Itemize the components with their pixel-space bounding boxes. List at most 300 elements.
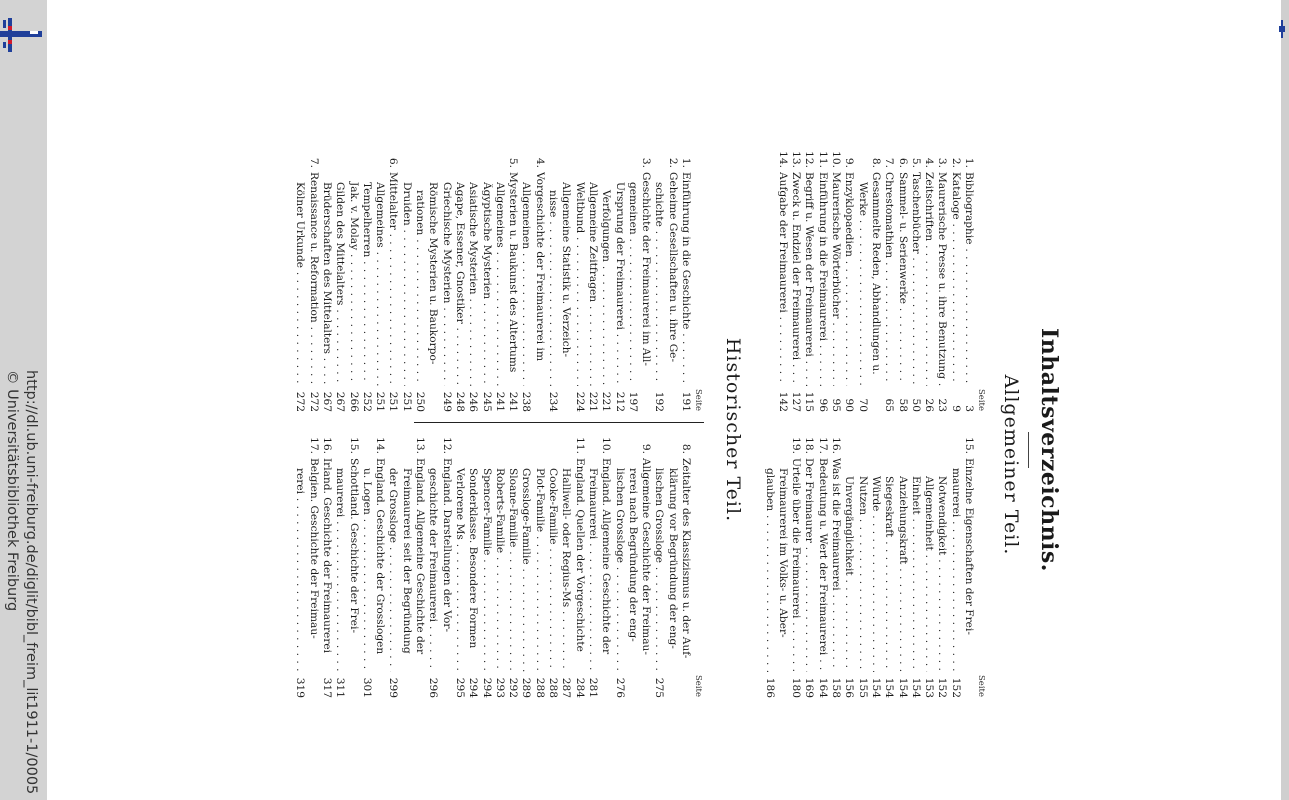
toc-entry-text: Brüderschaften des Mittelalters . . . bbox=[320, 172, 333, 386]
toc-entry-text: Allgemeine Statistik u. Verzeich- bbox=[560, 182, 573, 358]
seite-label: Seite bbox=[976, 388, 986, 411]
toc-entry-page: 164 bbox=[816, 677, 829, 698]
toc-entry-text: gemeinen . . . bbox=[626, 172, 639, 386]
seite-label: Seite bbox=[976, 674, 986, 697]
toc-entry-number: 9. bbox=[843, 157, 856, 168]
toc-entry bbox=[679, 436, 692, 698]
toc-entry bbox=[639, 150, 652, 412]
toc-entry bbox=[612, 150, 625, 412]
toc-entry-text: Bibliographie . . . bbox=[962, 172, 975, 386]
toc-entry bbox=[652, 436, 665, 698]
toc-entry-text: rerei . . . bbox=[293, 458, 306, 672]
toc-entry-text: Begriff u. Wesen der Freimaurerei . . . bbox=[802, 172, 815, 386]
toc-entry-page: 249 bbox=[440, 391, 453, 412]
toc-entry-page: 293 bbox=[493, 677, 506, 698]
toc-entry-page: 70 bbox=[856, 398, 869, 412]
toc-entry-text: Freimaurerei im Volks- u. Aber- bbox=[776, 468, 789, 638]
toc-entry-page: 169 bbox=[803, 677, 816, 698]
toc-entry-text: Ursprung der Freimaurerei . . . bbox=[612, 172, 625, 386]
toc-entry-page: 154 bbox=[869, 677, 882, 698]
toc-entry bbox=[895, 150, 908, 412]
toc-entry-page: 212 bbox=[613, 391, 626, 412]
toc-entry-page: 289 bbox=[520, 677, 533, 698]
toc-entry bbox=[802, 150, 815, 412]
toc-entry bbox=[546, 150, 559, 412]
toc-entry bbox=[479, 436, 492, 698]
toc-entry-number: 8. bbox=[680, 443, 692, 454]
toc-entry-number: 1. bbox=[680, 157, 692, 168]
toc-entry-text: Der Freimaurer . . . bbox=[802, 458, 815, 672]
toc-entry-text: Grossloge-Familie . . . bbox=[519, 458, 532, 672]
toc-entry bbox=[426, 436, 439, 698]
logo-fragment-icon bbox=[1279, 20, 1285, 38]
toc-entry bbox=[639, 436, 652, 698]
toc-entry-page: 294 bbox=[480, 677, 493, 698]
toc-entry bbox=[855, 436, 868, 698]
toc-entry bbox=[776, 150, 789, 412]
toc-entry-page: 154 bbox=[909, 677, 922, 698]
toc-entry bbox=[572, 150, 585, 412]
toc-entry-text: Kataloge . . . bbox=[948, 172, 961, 386]
toc-entry bbox=[439, 436, 452, 698]
toc-entry bbox=[802, 436, 815, 698]
toc-entry-text: Zeitalter des Klassizismus u. der Auf- bbox=[680, 458, 692, 659]
toc-entry-page: 245 bbox=[480, 391, 493, 412]
toc-entry-number: 16. bbox=[320, 437, 333, 454]
seite-label: Seite bbox=[693, 674, 703, 697]
toc-entry-text: Verlorene Ms . . . bbox=[453, 458, 466, 672]
toc-entry-text: Einheit . . . bbox=[909, 458, 922, 672]
toc-entry-page: 266 bbox=[347, 391, 360, 412]
toc-entry bbox=[493, 150, 506, 412]
toc-entry bbox=[293, 150, 306, 412]
toc-entry-number: 2. bbox=[666, 157, 679, 168]
toc-entry-page: 275 bbox=[653, 677, 666, 698]
toc-entry bbox=[909, 150, 922, 412]
toc-entry-number: 3. bbox=[640, 157, 653, 168]
toc-entry-page: 65 bbox=[883, 398, 896, 412]
toc-entry-text: lischen Grossloge . . . bbox=[652, 458, 665, 672]
section-title-general: Allgemeiner Teil. bbox=[1000, 374, 1022, 556]
toc-entry-number: 6. bbox=[896, 157, 909, 168]
toc-entry bbox=[762, 436, 775, 698]
toc-entry-page: 251 bbox=[374, 391, 387, 412]
toc-entry bbox=[559, 436, 572, 698]
toc-entry-text: glauben . . . bbox=[762, 458, 775, 672]
toc-entry-text: Schottland. Geschichte der Frei- bbox=[347, 458, 360, 634]
toc-entry bbox=[346, 436, 359, 698]
toc-entry bbox=[612, 436, 625, 698]
toc-entry-page: 95 bbox=[830, 398, 843, 412]
toc-entry-page: 246 bbox=[467, 391, 480, 412]
toc-entry bbox=[842, 150, 855, 412]
toc-entry-page: 288 bbox=[547, 677, 560, 698]
toc-entry-page: 180 bbox=[790, 677, 803, 698]
toc-entry-text: Maurerische Wörterbücher . . . bbox=[829, 172, 842, 386]
toc-entry-page: 250 bbox=[414, 391, 427, 412]
toc-entry-text: u. Logen . . . bbox=[360, 458, 373, 672]
toc-entry-page: 284 bbox=[573, 677, 586, 698]
toc-entry-page: 301 bbox=[360, 677, 373, 698]
toc-entry bbox=[559, 150, 572, 412]
toc-entry-text: Allgemeinen . . . bbox=[519, 172, 532, 386]
toc-entry bbox=[413, 150, 426, 412]
toc-entry-page: 248 bbox=[453, 391, 466, 412]
toc-entry bbox=[346, 150, 359, 412]
toc-entry-text: Enzyklopaedien . . . bbox=[842, 172, 855, 386]
toc-entry-text: Ägyptische Mysterien . . . bbox=[479, 172, 492, 386]
toc-entry-text: England. Allgemeine Geschichte der bbox=[600, 458, 613, 655]
toc-entry bbox=[413, 436, 426, 698]
toc-entry bbox=[935, 150, 948, 412]
toc-entry bbox=[962, 436, 975, 698]
toc-entry-text: England. Quellen der Vorgeschichte bbox=[573, 458, 586, 652]
toc-entry-text: der Grossloge . . . bbox=[386, 458, 399, 672]
toc-entry-text: Chrestomathien . . . bbox=[882, 172, 895, 386]
toc-entry bbox=[815, 150, 828, 412]
toc-entry-text: Allgemeine Zeitfragen . . . bbox=[586, 172, 599, 386]
toc-entry-text: maurerei . . . bbox=[333, 458, 346, 672]
toc-entry-number: 2. bbox=[949, 157, 962, 168]
toc-entry bbox=[333, 150, 346, 412]
toc-entry-text: Geheime Gesellschaften u. ihre Ge- bbox=[666, 172, 679, 363]
toc-entry-text: Gesammelte Reden, Abhandlungen u. bbox=[869, 172, 882, 375]
toc-entry-page: 192 bbox=[653, 391, 666, 412]
toc-entry-page: 58 bbox=[896, 398, 909, 412]
toc-entry bbox=[829, 436, 842, 698]
toc-entry-page: 3 bbox=[963, 405, 975, 412]
toc-entry-number: 13. bbox=[790, 151, 803, 168]
toc-entry-text: Freimaurerei seit der Begründung bbox=[400, 468, 413, 654]
toc-entry bbox=[493, 436, 506, 698]
column-divider bbox=[414, 422, 704, 423]
toc-entry-page: 90 bbox=[843, 398, 856, 412]
toc-entry bbox=[466, 436, 479, 698]
toc-entry-page: 186 bbox=[763, 677, 776, 698]
toc-entry-page: 142 bbox=[776, 391, 789, 412]
toc-entry-page: 234 bbox=[547, 391, 560, 412]
toc-entry-text: England. Geschichte der Grosslogen bbox=[374, 458, 387, 655]
toc-entry bbox=[626, 436, 639, 698]
toc-entry-number: 4. bbox=[923, 157, 936, 168]
toc-entry bbox=[519, 150, 532, 412]
toc-entry bbox=[935, 436, 948, 698]
toc-entry-number: 16. bbox=[830, 437, 843, 454]
toc-entry-page: 96 bbox=[816, 398, 829, 412]
source-caption-strip bbox=[0, 0, 47, 800]
toc-entry-text: Verfolgungen . . . bbox=[599, 172, 612, 386]
toc-entry-text: rerei nach Begründung der eng- bbox=[626, 468, 639, 642]
toc-entry-text: Anziehungskraft . . . bbox=[895, 458, 908, 672]
toc-entry-text: Nutzen . . . bbox=[855, 458, 868, 672]
toc-entry-page: 50 bbox=[909, 398, 922, 412]
toc-entry-number: 6. bbox=[387, 157, 400, 168]
toc-entry-page: 299 bbox=[387, 677, 400, 698]
toc-entry-text: Einzelne Eigenschaften der Frei- bbox=[963, 458, 975, 635]
toc-entry bbox=[399, 150, 412, 412]
toc-entry-page: 158 bbox=[830, 677, 843, 698]
toc-entry-page: 292 bbox=[507, 677, 520, 698]
toc-entry bbox=[599, 436, 612, 698]
toc-entry-page: 296 bbox=[427, 677, 440, 698]
toc-entry bbox=[665, 150, 678, 412]
toc-entry bbox=[453, 436, 466, 698]
toc-entry-number: 7. bbox=[307, 157, 320, 168]
toc-entry-text: Geschichte der Freimaurerei im All- bbox=[640, 172, 653, 366]
toc-entry bbox=[679, 150, 692, 412]
toc-entry bbox=[333, 436, 346, 698]
toc-entry bbox=[546, 436, 559, 698]
toc-entry-page: 241 bbox=[493, 391, 506, 412]
toc-entry-number: 17. bbox=[816, 437, 829, 454]
toc-entry bbox=[922, 436, 935, 698]
toc-entry bbox=[665, 436, 678, 698]
toc-entry-page: 127 bbox=[790, 391, 803, 412]
toc-entry-page: 152 bbox=[949, 677, 962, 698]
toc-entry bbox=[776, 436, 789, 698]
toc-entry-number: 10. bbox=[600, 437, 613, 454]
toc-entry-text: Werke . . . bbox=[855, 172, 868, 386]
toc-entry-number: 11. bbox=[573, 437, 586, 454]
toc-entry-page: 251 bbox=[387, 391, 400, 412]
toc-column-general-left bbox=[776, 150, 987, 412]
toc-entry bbox=[479, 150, 492, 412]
toc-entry-number: 17. bbox=[307, 437, 320, 454]
toc-entry-number: 7. bbox=[883, 157, 896, 168]
toc-entry bbox=[360, 436, 373, 698]
toc-entry-text: Irland. Geschichte der Freimaurerei bbox=[320, 458, 333, 654]
toc-entry-text: rationen . . . bbox=[413, 172, 426, 386]
toc-entry bbox=[466, 150, 479, 412]
toc-entry bbox=[869, 150, 882, 412]
toc-entry bbox=[869, 436, 882, 698]
title-rule bbox=[1028, 432, 1029, 468]
toc-entry-text: Allgemeines . . . bbox=[373, 172, 386, 386]
toc-entry bbox=[532, 436, 545, 698]
toc-entry-text: nisse . . . bbox=[546, 172, 559, 386]
toc-entry-page: 319 bbox=[294, 677, 307, 698]
toc-entry-number: 19. bbox=[790, 437, 803, 454]
toc-entry-page: 288 bbox=[533, 677, 546, 698]
toc-entry-text: Maurerische Presse u. ihre Benutzung . . . bbox=[935, 172, 948, 386]
section-title-history: Historischer Teil. bbox=[722, 337, 744, 523]
toc-entry bbox=[386, 436, 399, 698]
toc-entry-text: Roberts-Familie . . . bbox=[493, 458, 506, 672]
toc-entry-number: 11. bbox=[816, 151, 829, 168]
toc-entry-text: Allgemeines . . . bbox=[493, 172, 506, 386]
toc-entry-text: Vorgeschichte der Freimaurerei im bbox=[533, 172, 546, 361]
toc-entry-number: 14. bbox=[374, 437, 387, 454]
toc-entry bbox=[373, 436, 386, 698]
toc-entry bbox=[909, 436, 922, 698]
toc-entry-number: 9. bbox=[640, 443, 653, 454]
toc-entry-page: 154 bbox=[883, 677, 896, 698]
toc-entry bbox=[386, 150, 399, 412]
toc-entry-page: 241 bbox=[507, 391, 520, 412]
toc-entry bbox=[842, 436, 855, 698]
toc-entry-text: Taschenbücher . . . bbox=[909, 172, 922, 386]
toc-entry-page: 281 bbox=[586, 677, 599, 698]
toc-entry-text: Sonderklasse. Besondere Formen bbox=[467, 468, 480, 649]
toc-entry bbox=[922, 150, 935, 412]
toc-entry bbox=[652, 150, 665, 412]
toc-entry-number: 4. bbox=[533, 157, 546, 168]
toc-entry-text: Kölner Urkunde . . . bbox=[293, 172, 306, 386]
toc-entry-text: Jak. v. Molay . . . bbox=[346, 172, 359, 386]
toc-entry bbox=[373, 150, 386, 412]
toc-entry-page: 287 bbox=[560, 677, 573, 698]
toc-entry-number: 13. bbox=[414, 437, 427, 454]
toc-column-history-left bbox=[293, 150, 704, 412]
source-url[interactable]: http://dl.ub.uni-freiburg.de/diglit/bibl_freim_lit1911-1/0005 bbox=[23, 370, 39, 795]
toc-entry-text: Tempelherren . . . bbox=[360, 172, 373, 386]
toc-entry-number: 15. bbox=[963, 437, 975, 454]
toc-entry-text: England. Allgemeine Geschichte der bbox=[414, 458, 427, 655]
toc-entry bbox=[453, 150, 466, 412]
toc-entry-text: Sloane-Familie . . . bbox=[506, 458, 519, 672]
toc-entry-number: 15. bbox=[347, 437, 360, 454]
toc-entry bbox=[789, 436, 802, 698]
toc-entry bbox=[895, 436, 908, 698]
toc-entry-page: 272 bbox=[294, 391, 307, 412]
toc-entry-number: 12. bbox=[803, 151, 816, 168]
toc-entry-page: 295 bbox=[453, 677, 466, 698]
toc-entry-text: Allgemeine Geschichte der Freimau- bbox=[640, 458, 653, 655]
toc-entry bbox=[572, 436, 585, 698]
toc-entry-page: 154 bbox=[896, 677, 909, 698]
toc-entry-text: Würde . . . bbox=[869, 458, 882, 672]
toc-entry bbox=[882, 436, 895, 698]
toc-entry-page: 197 bbox=[626, 391, 639, 412]
toc-entry bbox=[586, 436, 599, 698]
toc-entry-page: 115 bbox=[803, 391, 816, 412]
toc-entry-text: Mysterien u. Baukunst des Altertums bbox=[507, 172, 520, 373]
toc-entry bbox=[586, 150, 599, 412]
toc-entry-text: Was ist die Freimaurerei . . . bbox=[829, 458, 842, 672]
toc-entry-page: 311 bbox=[334, 677, 347, 698]
toc-entry bbox=[599, 150, 612, 412]
toc-entry-number: 8. bbox=[869, 157, 882, 168]
toc-entry bbox=[360, 150, 373, 412]
toc-entry-text: Spencer-Familie . . . bbox=[479, 458, 492, 672]
toc-entry-text: Mittelalter . . . bbox=[386, 172, 399, 386]
toc-entry-text: Agape, Essener, Gnostiker . . . bbox=[453, 172, 466, 386]
viewer-right-scrollbar[interactable] bbox=[1281, 0, 1289, 800]
toc-entry bbox=[399, 436, 412, 698]
toc-entry-page: 23 bbox=[936, 398, 949, 412]
toc-entry-text: lischen Grossloge . . . bbox=[612, 458, 625, 672]
toc-entry-page: 153 bbox=[923, 677, 936, 698]
toc-column-history-right bbox=[293, 436, 704, 698]
toc-entry-page: 238 bbox=[520, 391, 533, 412]
toc-entry-text: Bedeutung u. Wert der Freimaurerei . . . bbox=[815, 458, 828, 672]
toc-entry bbox=[948, 150, 961, 412]
toc-entry bbox=[320, 150, 333, 412]
toc-entry-text: Aufgabe der Freimaurerei . . . bbox=[776, 172, 789, 386]
toc-entry-number: 18. bbox=[803, 437, 816, 454]
toc-entry-page: 276 bbox=[613, 677, 626, 698]
page-title: Inhaltsverzeichnis. bbox=[1036, 328, 1062, 572]
toc-entry-text: England. Darstellungen der Vor- bbox=[440, 458, 453, 633]
toc-entry bbox=[948, 436, 961, 698]
toc-entry bbox=[882, 150, 895, 412]
toc-entry-number: 14. bbox=[776, 151, 789, 168]
toc-entry-page: 252 bbox=[360, 391, 373, 412]
toc-entry-page: 267 bbox=[320, 391, 333, 412]
toc-entry-page: 224 bbox=[573, 391, 586, 412]
toc-entry-text: Zeitschriften . . . bbox=[922, 172, 935, 386]
toc-entry-text: Notwendigkeit . . . bbox=[935, 458, 948, 672]
toc-entry-text: Sammel- u. Serienwerke . . . bbox=[895, 172, 908, 386]
toc-entry bbox=[306, 150, 319, 412]
copyright-notice: © Universitätsbibliothek Freiburg bbox=[4, 370, 20, 612]
toc-entry-page: 317 bbox=[320, 677, 333, 698]
toc-entry bbox=[320, 436, 333, 698]
scanned-page bbox=[252, 150, 1062, 698]
toc-entry-text: Druiden . . . bbox=[399, 172, 412, 386]
toc-entry bbox=[829, 150, 842, 412]
toc-entry-text: Asiatische Mysterien . . . bbox=[466, 172, 479, 386]
toc-entry-page: 152 bbox=[936, 677, 949, 698]
toc-entry bbox=[306, 436, 319, 698]
toc-entry-text: klärung vor Begründung der eng- bbox=[666, 468, 679, 649]
toc-entry bbox=[506, 150, 519, 412]
toc-entry-text: Halliwell- oder Regius-Ms . . . bbox=[559, 458, 572, 672]
toc-entry bbox=[506, 436, 519, 698]
toc-entry-text: Cooke-Familie . . . bbox=[546, 458, 559, 672]
toc-entry-text: schichte . . . bbox=[652, 172, 665, 386]
toc-entry-text: geschichte der Freimaurerei . . . bbox=[426, 458, 439, 672]
toc-entry bbox=[815, 436, 828, 698]
toc-entry-text: Urteile über die Freimaurerei . . . bbox=[789, 458, 802, 672]
toc-entry-text: Gilden des Mittelalters . . . bbox=[333, 172, 346, 386]
toc-entry-page: 221 bbox=[586, 391, 599, 412]
toc-entry-number: 12. bbox=[440, 437, 453, 454]
toc-entry-text: Siegeskraft . . . bbox=[882, 458, 895, 672]
toc-entry-page: 267 bbox=[334, 391, 347, 412]
toc-entry-text: maurerei . . . bbox=[948, 458, 961, 672]
toc-entry bbox=[293, 436, 306, 698]
toc-entry-number: 10. bbox=[830, 151, 843, 168]
toc-entry bbox=[426, 150, 439, 412]
toc-entry bbox=[855, 150, 868, 412]
toc-entry-number: 5. bbox=[507, 157, 520, 168]
toc-entry-page: 221 bbox=[600, 391, 613, 412]
toc-entry-page: 155 bbox=[856, 677, 869, 698]
toc-entry-page: 191 bbox=[680, 391, 692, 412]
toc-entry bbox=[532, 150, 545, 412]
toc-entry-text: Allgemeinheit . . . bbox=[922, 458, 935, 672]
toc-entry-text: Plot-Familie . . . bbox=[532, 458, 545, 672]
toc-entry-page: 26 bbox=[923, 398, 936, 412]
toc-entry-text: Einführung in die Geschichte . . . bbox=[679, 172, 692, 386]
toc-entry-text: Einführung in die Freimaurerei . . . bbox=[815, 172, 828, 386]
toc-entry bbox=[789, 150, 802, 412]
toc-entry-page: 251 bbox=[400, 391, 413, 412]
toc-entry-text: Griechische Mysterien . . . bbox=[439, 172, 452, 386]
toc-entry-page: 272 bbox=[307, 391, 320, 412]
toc-entry-number: 1. bbox=[963, 157, 975, 168]
toc-entry-text: Freimaurerei . . . bbox=[586, 458, 599, 672]
toc-entry-number: 3. bbox=[936, 157, 949, 168]
toc-entry bbox=[439, 150, 452, 412]
seite-label: Seite bbox=[693, 388, 703, 411]
toc-column-general-right bbox=[762, 436, 987, 698]
toc-entry-text: Römische Mysterien u. Baukorpo- bbox=[427, 182, 440, 365]
toc-entry-text: Renaissance u. Reformation . . . bbox=[306, 172, 319, 386]
toc-entry-text: Weltbund . . . bbox=[572, 172, 585, 386]
toc-entry-text: Zweck u. Endziel der Freimaurerei . . . bbox=[789, 172, 802, 386]
